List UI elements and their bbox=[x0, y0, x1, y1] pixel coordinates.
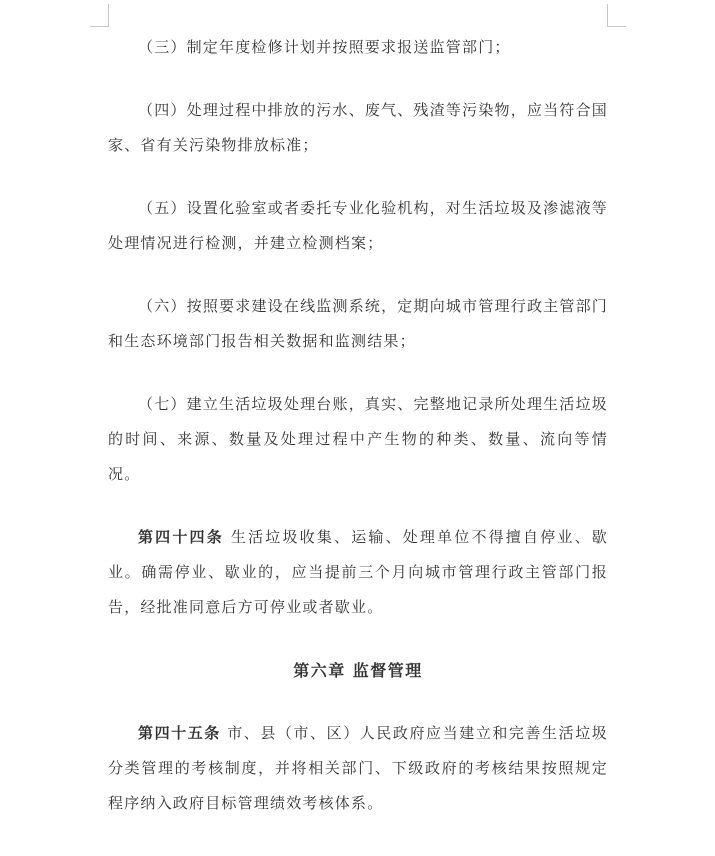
page-corner-mark-top-left bbox=[90, 4, 109, 27]
document-body bbox=[108, 30, 608, 821]
page-corner-mark-top-right bbox=[607, 4, 626, 27]
clause-5: （五）设置化验室或者委托专业化验机构，对生活垃圾及渗滤液等处理情况进行检测，并建立检测档案； bbox=[108, 199, 608, 252]
clause-3: （三）制定年度检修计划并按照要求报送监管部门； bbox=[138, 38, 511, 56]
article-45 bbox=[108, 716, 608, 821]
article-45-text: 市、县（市、区）人民政府应当建立和完善生活垃圾分类管理的考核制度，并将相关部门、下级政府的考核结果按照规定程序纳入政府目标管理绩效考核体系。 bbox=[108, 724, 608, 812]
article-44 bbox=[108, 520, 608, 625]
article-45-label: 第四十五条 bbox=[138, 724, 221, 742]
chapter-title: 第六章 监督管理 bbox=[293, 661, 423, 680]
clause-4: （四）处理过程中排放的污水、废气、残渣等污染物，应当符合国家、省有关污染物排放标准； bbox=[108, 101, 608, 154]
article-44-text: 生活垃圾收集、运输、处理单位不得擅自停业、歇业。确需停业、歇业的，应当提前三个月向城市管理行政主管部门报告，经批准同意后方可停业或者歇业。 bbox=[108, 528, 608, 616]
article-44-label: 第四十四条 bbox=[138, 528, 224, 546]
clause-6: （六）按照要求建设在线监测系统，定期向城市管理行政主管部门和生态环境部门报告相关数据和监测结果； bbox=[108, 297, 608, 350]
clause-7: （七）建立生活垃圾处理台账，真实、完整地记录所处理生活垃圾的时间、来源、数量及处理过程中产生物的种类、数量、流向等情况。 bbox=[108, 395, 608, 483]
